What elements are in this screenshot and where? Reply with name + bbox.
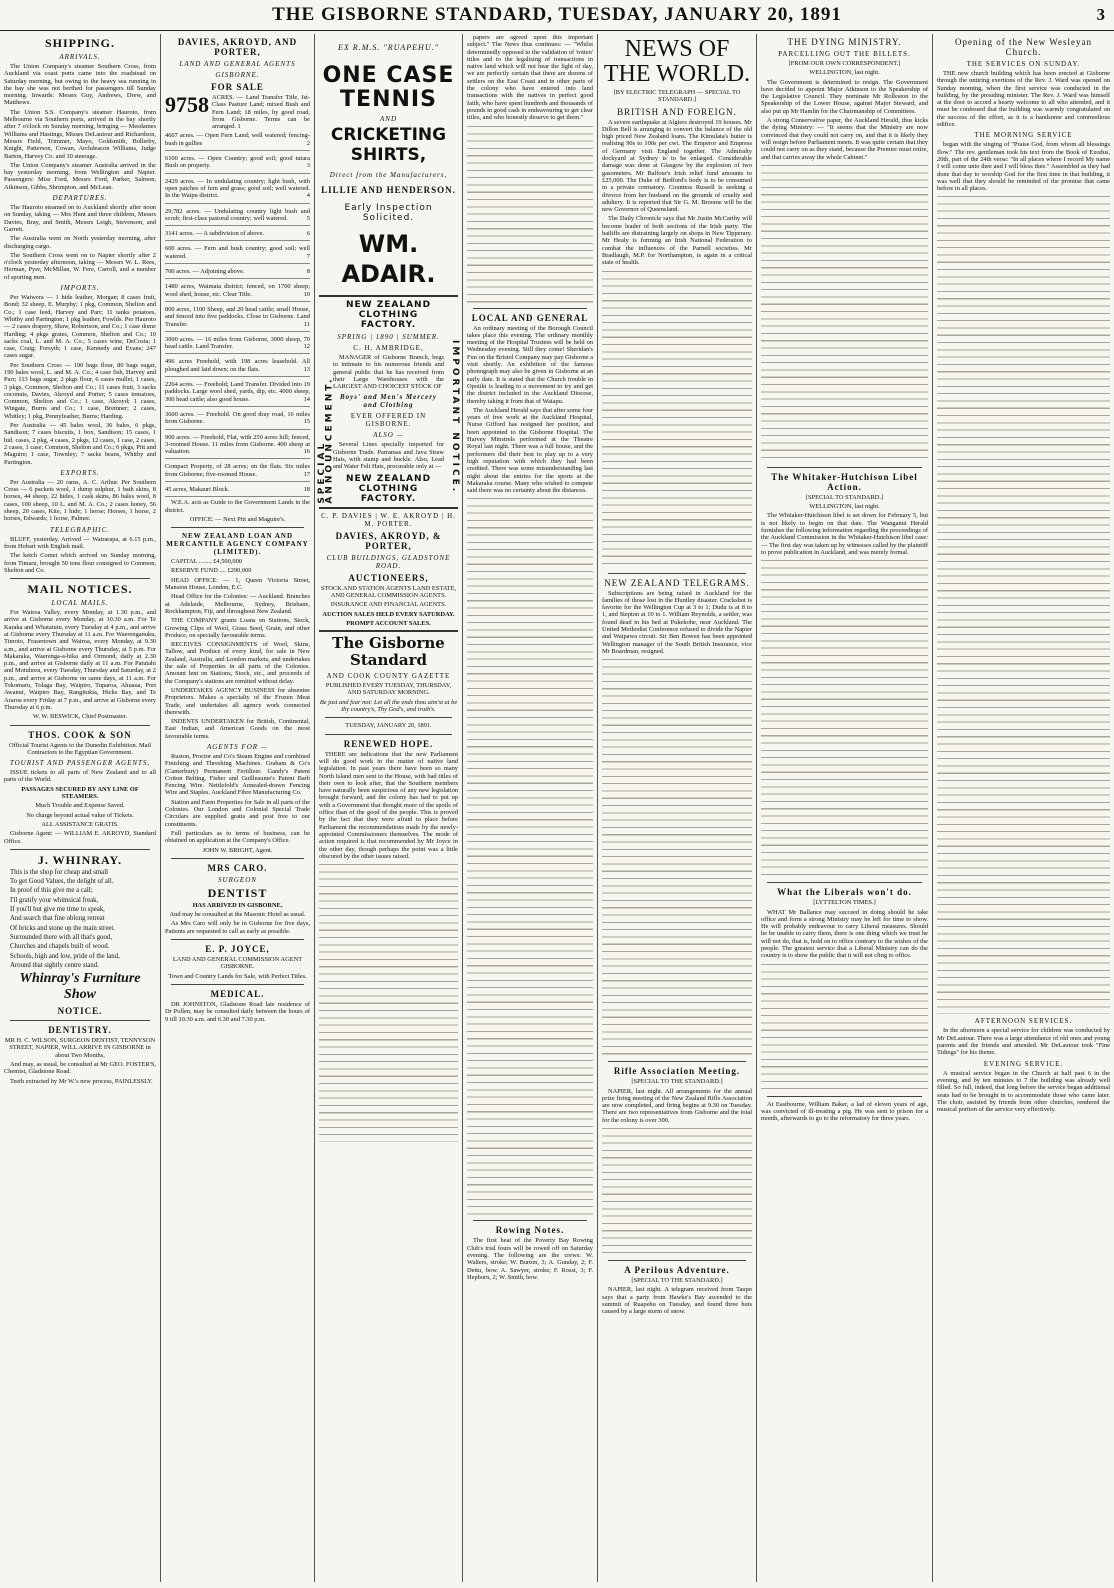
land-lot-text: 700 acres. — Adjoining above. bbox=[165, 268, 245, 276]
ever-line: EVER OFFERED IN GISBORNE. bbox=[350, 412, 427, 429]
land-lot-text: 600 acres. — Fern and bush country; good soil; well watered. bbox=[165, 245, 310, 260]
departures-text-3: The Southern Cross went on to Napier shortly after 2 o'clock yesterday afternoon, taking — Messrs W. L. Rees, Herman, Pyer, McMillan, W. Fere, Carroll, and a number of sporting men. bbox=[4, 251, 156, 281]
agents-for-heading: AGENTS FOR — bbox=[207, 743, 268, 751]
land-lot-text: Compact Property, of 28 acres; on the flats. Six miles from Gisborne; five-roomed House. bbox=[165, 463, 310, 478]
own-correspondent: [FROM OUR OWN CORRESPONDENT.] bbox=[788, 60, 901, 67]
land-lot-text: 45 acres, Makauri Block. bbox=[165, 485, 230, 493]
wesleyan-heading: Opening of the New Wesleyan Church. bbox=[954, 37, 1093, 57]
cook-heading: THOS. COOK & SON bbox=[28, 729, 132, 740]
land-lot-text: 800 acres, 1100 Sheep, and 20 head cattle; small House, and fenced into five paddocks. Close to Gisborne. Land Transfer. bbox=[165, 305, 310, 328]
land-lot-number: 15 bbox=[303, 418, 310, 426]
land-lot bbox=[165, 379, 310, 407]
for-sale-heading: FOR SALE bbox=[211, 82, 264, 92]
office-note: OFFICE: — Next Pitt and Maguire's. bbox=[189, 515, 286, 523]
afternoon-heading: AFTERNOON SERVICES. bbox=[974, 1017, 1073, 1026]
telegraphic-text-2: The ketch Comet which arrived on Sunday morning, from Timaru, brought 50 tons flour consigned to Common, Shelton and Co. bbox=[4, 552, 156, 574]
poem-line: Schools, high and low, pride of the land, bbox=[10, 952, 120, 960]
joyce-text: LAND AND GENERAL COMMISSION AGENT GISBORNE. bbox=[172, 956, 303, 971]
agents-text: Ruston, Proctor and Co's Steam Engine and combined Finishing and Threshing Machines. Graham & Co's (Canterbury) Permanent Fertilizer. Gandy's Patent Cotton Belting. Fisher and Guilleaume's Patent Barb Fencing Wire. Nettlefold's Annealed-drawn Fencing Wire and Staples. Auckland Fibre Manufacturing Co. bbox=[165, 753, 310, 797]
renewed-hope-text: THERE are indications that the new Parliament will do good work in the matter of native land legislation. In past years there have been so many North Island men sent to the House, with bad titles of their own to look after, that the Southern members have naturally been suspicious of any new legislation brought forward, and the colony has had to put up with a Government that thought more of the spoils of office than of the good of the people. This is proved by the fact that they were afraid to place before Parliament the recommendations made by the newly-appointed Commissioners themselves. The mode of action required is that recommended by Mr Joyce in the other day, though perhaps the point was a little obscured by the other issues raised. bbox=[319, 750, 458, 860]
local-general-heading: LOCAL AND GENERAL bbox=[471, 312, 589, 323]
column-local-news bbox=[462, 34, 597, 1582]
land-lot bbox=[165, 461, 310, 482]
land-lot bbox=[165, 281, 310, 302]
land-lot-number: 16 bbox=[303, 448, 310, 456]
divider bbox=[325, 734, 452, 735]
article-text-continued bbox=[761, 962, 928, 1092]
land-lot-text: 2264 acres. — Freehold; Land Transfer. Divided into 19 paddocks. Large wool shed, yards, dip, etc. 4000 sheep, 300 head cattle; also good house. bbox=[165, 381, 310, 403]
land-lot bbox=[165, 176, 310, 204]
land-lot bbox=[165, 304, 310, 332]
nzloan-text-2: THE COMPANY grants Loans on Stations, Stock, Growing Clips of Wool, Grass Seed, Grain, and other Produce, on specially favourable terms. bbox=[165, 617, 310, 639]
column-ministry bbox=[756, 34, 932, 1582]
land-lot-text: 3141 acres. — A subdivision of above. bbox=[165, 230, 265, 238]
arrivals-heading: ARRIVALS. bbox=[59, 53, 101, 61]
caro-text: HAS ARRIVED IN GISBORNE, bbox=[192, 901, 283, 909]
nz-telegrams-text: Subscriptions are being raised in Auckland for the families of those lost in the Huntley disaster. Crackshot is favorite for the Wellington Cup at 3 to 1; Dudu is at 8 to 1, and Stepton at 10 to 1. William Reynolds, a settler, was found dead in his bed at Pukekohe, near Auckland. The United Methodist Conference refused to divide the Napier and Waipawa circuit. Sir Ben Bowen has been appointed Wellington manager of the South British Insurance, vice Mr Boardman, resigned. bbox=[602, 589, 752, 655]
land-lot bbox=[165, 484, 310, 497]
land-lot bbox=[165, 432, 310, 460]
dying-ministry-heading: THE DYING MINISTRY. bbox=[787, 37, 902, 47]
cook-text: Official Tourist Agents to the Dunedin Exhibition. Mail Contractors to the Egyptian Government. bbox=[8, 741, 152, 756]
cook-text-2: ISSUE tickets to all parts of New Zealand and to all parts of the World. bbox=[4, 769, 156, 784]
electric-telegraph-line: [BY ELECTRIC TELEGRAPH — SPECIAL TO STANDARD.] bbox=[613, 89, 741, 104]
divider bbox=[319, 295, 458, 297]
poem-line: And search that fine oblong retreat bbox=[10, 915, 105, 923]
dm-dateline: WELLINGTON, last night. bbox=[809, 69, 880, 77]
motto: Be just and fear not: Let all the ends thou aim'st at be thy country's, Thy God's, and truth's. bbox=[319, 698, 458, 714]
departures-text-2: The Australia went on North yesterday morning, after discharging cargo. bbox=[4, 235, 156, 250]
article-text-continued bbox=[937, 194, 1110, 1014]
land-lot bbox=[165, 206, 310, 227]
lillie-henderson: LILLIE AND HENDERSON. bbox=[321, 185, 456, 195]
poem-line: Churches and chapels built of wood. bbox=[10, 943, 110, 951]
rifle-sub: [SPECIAL TO THE STANDARD.] bbox=[631, 1078, 723, 1086]
land-lot-text: 900 acres. — Freehold, Flat, with 250 acres hill; fenced, 3-roomed House. 11 miles from Gisborne. 400 sheep at valuation. bbox=[165, 433, 310, 456]
perilous-heading: A Perilous Adventure. bbox=[624, 1264, 730, 1275]
land-lot-number: 3 bbox=[306, 162, 310, 170]
poem-line: In proof of this give me a call; bbox=[10, 887, 93, 895]
local-text-2: The Auckland Herald says that after some four years of free work at the Auckland Hospital, Nurse Gifford has resigned her position, and been appointed to the Gisborne Hospital. The Harvey Minstrels performed at the Theatre Royal last night. There was a full house, and the performers did their best to play up to a very high reputation with which they had been credited. There was some misunderstanding last night about the entries for the sports at the Makaraka course. Many who wished to compete said there was no certainty about the distances. bbox=[467, 406, 593, 495]
divider bbox=[171, 984, 304, 985]
poem-line: I'll gratify your whimsical freak, bbox=[10, 896, 99, 904]
lot-lead-text: ACRES. — Land Transfer Title, Ist-Class Pasture Land; mixed Bush and Fern Land; 18 miles, by good road, from Gisborne. Terms can be arranged. 1 bbox=[212, 94, 310, 131]
article-text-continued bbox=[761, 163, 928, 463]
liberals-text: WHAT Mr Ballance may succeed in doing should he take office and form a strong Ministry may be left for time to show. He will probably endeavour to carry Liberal measures. Should he be unable to carry them, there is one thing which we trust he will not do, that is, hold on to office contrary to the wishes of the people. The greatest service that a Liberal Ministry can do the country is to show the public that it will not cling to office. bbox=[761, 908, 928, 960]
dying-ministry-sub: PARCELLING OUT THE BILLETS. bbox=[778, 50, 911, 58]
arrivals-text: The Union Company's steamer Southern Cross, from Auckland via coast ports came into the roadstead on Saturday morning, but owing to the heavy sea running in the bay she was not berthed for passengers till Sunday morning. Inwards: Messrs Guy, Andrews, Drew, and Matthews. bbox=[4, 63, 156, 107]
divider bbox=[473, 1220, 587, 1221]
partners-line: C. P. DAVIES | W. E. AKROYD | H. M. PORTER. bbox=[321, 511, 456, 528]
mail-notices-heading: MAIL NOTICES. bbox=[27, 582, 133, 597]
wea-note: W.E.A. acts as Guide to the Government Lands in the district. bbox=[165, 499, 310, 514]
special-announcement: SPECIAL ANNOUNCEMENT. bbox=[317, 376, 335, 504]
imports-text: Per Waiwera — 1 hide leather, Morgan; 8 cases fruit, Bond; 32 sheep, E. Murphy; 1 pkg, Common, Shelton and Co.; 1 case feed, Harvey and Parr; 11 tanks potatoes, Whitby and Partington; 1 pkg leather, Fowlds. Per Hauroto — 2 cases drapery, Shaw, Robertson, and Co.; 1 case dome Harding; 4 pkgs grates, Common, Shelton and Co.; 10 sacks coal, L. and M. A. Co.; 5 cases wine, DeCosta; 1 case, Craig; Forsyth; 1 case, Kennedy and Evans; 247 cases sugar. bbox=[4, 294, 156, 360]
divider bbox=[171, 939, 304, 940]
exports-text: Per Australia — 20 rams, A. C. Arthur. Per Southern Cross — 6 packets wool, 1 dump sulphur, 1 bath skins, 8 horses, 44 sheep, 22 hides, 1 cask skins, 86 bales wool, 8 cases, 100 sheep, 10 L. and M. A. Co.; 2 cases honey, 56 sheep, 20 cases, Kite, 1 hide; 1 horse; Horses, 1 horse, 2 horses, Edwards; 1 horse, Palmer. bbox=[4, 478, 156, 523]
departures-heading: DEPARTURES. bbox=[52, 194, 108, 203]
poem-line: To get Good Values, the delight of all. bbox=[10, 878, 114, 886]
masthead-title: THE GISBORNE STANDARD, TUESDAY, JANUARY 20, 1891 bbox=[272, 4, 842, 25]
poem-line: Of bricks and stone up the main street. bbox=[10, 924, 115, 932]
ruapehu-line: EX R.M.S. "RUAPEHU." bbox=[338, 43, 439, 52]
caro-text-3: As Mrs Caro will only be in Gisborne for five days, Patients are requested to call as early as possible. bbox=[165, 920, 310, 935]
evening-text: A musical service began in the Church at half past 6 in the evening, and by ten minutes to 7 the building was already well filled. So full, indeed, that long before the service began additional seats had to be brought in to accommodate those who came later. The choir, assisted by friends from other churches, rendered the musical portion of the service very effectively. bbox=[937, 1069, 1110, 1114]
notice-heading: NOTICE. bbox=[57, 1006, 103, 1017]
article-text-continued bbox=[319, 862, 458, 1142]
imports-heading: IMPORTS. bbox=[60, 284, 100, 293]
divider bbox=[608, 573, 746, 574]
shipping-heading: SHIPPING. bbox=[44, 36, 115, 50]
ambridge-name: C. H. AMBRIDGE, bbox=[353, 344, 424, 352]
article-text-continued bbox=[602, 1126, 752, 1256]
land-lot-number: 13 bbox=[303, 365, 310, 373]
clothing-factory-ad bbox=[319, 300, 458, 504]
land-lot-number: 8 bbox=[306, 268, 310, 276]
perilous-sub: [SPECIAL TO THE STANDARD.] bbox=[631, 1276, 723, 1284]
dentist-text-3: Teeth extracted by Mr W.'s new process, PAINLESSLY. bbox=[10, 1077, 153, 1085]
news-editorial-text: papers are agreed upon this important subject." The News thus continues: — "Whilst determinedly opposed to the validation of 'rotten' titles and to the legalising of transactions in native land which will not bear the light of day, we are perfectly certain that there are dozens of settlers on the East Coast and in other parts of the colony who have entered into land transactions with the natives in perfect good faith, who have spent hundreds and thousands of pounds in good cash in endeavouring to get clear titles, and who honestly deserve to get them." bbox=[467, 34, 593, 122]
eastbourne-text: At Eastbourne, William Baker, a lad of eleven years of age, was convicted of ill-treating a pig. He was sent to prison for a month, afterwards to go to the reformatory for three years. bbox=[761, 1100, 928, 1123]
news-of-the-world: NEWS OF THE WORLD. bbox=[603, 36, 751, 87]
whinray-shop: Whinray's Furniture Show bbox=[19, 971, 141, 1003]
land-lot-number: 11 bbox=[303, 320, 310, 328]
land-lot-text: 3000 acres. — 16 miles from Gisborne, 3000 sheep, 70 head cattle. Land Transfer. bbox=[165, 335, 310, 351]
land-lots-list bbox=[165, 130, 310, 497]
arrivals-text-2: The Union S.S. Company's steamer Hauroto, from Melbourne via Southern ports, arrived in the bay shortly after 7 o'clock on Sunday morning, bringing — Mesdames Williams and Hastings, Misses DeLautour and Richardson, Messrs Field, Trimmer, Mayo, Goldsmith, Bollerby, Knight, Patterson, Cowan, Archdeacon Williams, Judge Barton, Harvey Co. and 10 steerage. bbox=[4, 108, 156, 160]
wesleyan-text: THE new church building which has been erected at Gisborne through the untiring exertions of the Rev. J. Ward was opened on Sunday morning, when the first service was conducted in the building, by the presiding minister. The Rev. J. Ward was himself at the door to accord a hearty welcome to all who attended, and it must be confessed that the building was warmly congratulated on the success of the effort, as it is a handsome and commodious edifice. bbox=[937, 70, 1110, 129]
divider bbox=[10, 725, 150, 726]
lot-big-number: 9758 bbox=[165, 92, 209, 117]
cricketing-shirts: CRICKETING SHIRTS, bbox=[330, 125, 447, 165]
land-lot-number: 10 bbox=[303, 290, 310, 298]
rifle-text: NAPIER, last night. All arrangements for the annual prize firing meeting of the New Zealand Rifle Association are now completed, and firing begins at 9.30 on Tuesday. There are two representatives from Gisborne and the total for the colony is over 300. bbox=[602, 1087, 752, 1124]
firm-town: GISBORNE. bbox=[215, 71, 260, 79]
british-foreign-heading: BRITISH AND FOREIGN. bbox=[617, 106, 737, 117]
agent-signature: JOHN W. BRIGHT, Agent. bbox=[202, 846, 273, 854]
caro-subheading: SURGEON bbox=[218, 875, 257, 884]
dap-subtitle: CLUB BUILDINGS, GLADSTONE ROAD. bbox=[326, 553, 451, 570]
also-text: Several Lines specially imported for Gisborne Trade. Parramas and Java Straw Hats, with stamp and buckle. Also, Lead and Water Felt Hats, procurable only at — bbox=[333, 441, 444, 471]
capital-line: CAPITAL ........ £4,500,000 bbox=[171, 558, 242, 566]
early-inspection: Early Inspection Solicited. bbox=[344, 203, 433, 223]
local-mails-heading: LOCAL MAILS. bbox=[51, 599, 109, 608]
morning-heading: THE MORNING SERVICE bbox=[974, 131, 1073, 140]
land-lot-number: 5 bbox=[306, 214, 310, 222]
caro-text-2: And may be consulted at the Masonic Hotel as usual. bbox=[169, 911, 306, 919]
article-text-continued bbox=[467, 496, 593, 1216]
firm-subtitle: LAND AND GENERAL AGENTS bbox=[179, 60, 296, 68]
nzloan-text-3: RECEIVES CONSIGNMENTS of Wool, Skins, Tallow, and Produce of every kind, for sale in New Zealand, Australia, and London markets, and undertakes the sale of Properties in all parts of the Colonies. Amount lent on Stations, Stock, etc., and proceeds of the Company's stations are remitted without delay. bbox=[165, 641, 310, 685]
column-shipping bbox=[0, 34, 160, 1582]
cook-agent: Gisborne Agent: — WILLIAM E. AKROYD, Standard Office. bbox=[4, 830, 156, 845]
direct-line: Direct from the Manufacturers, bbox=[329, 171, 448, 179]
departures-text: The Hauroto steamed on to Auckland shortly after noon on Sunday, taking — Mrs Hunt and three children, Messrs Davies, Bray, and Smith, Messrs Leigh, Stevenson, and Garrett. bbox=[4, 204, 156, 233]
land-lot-text: 4607 acres. — Open Fern Land; well watered; fencing-bush in gullies bbox=[165, 132, 310, 147]
land-lot-number: 14 bbox=[303, 395, 310, 403]
poem-line: If you'll but give me time to speak, bbox=[10, 906, 105, 914]
land-lot-number: 7 bbox=[306, 252, 310, 260]
land-lot bbox=[165, 334, 310, 355]
cook-text-5: No charge beyond actual value of Tickets. bbox=[26, 811, 134, 819]
divider bbox=[767, 1096, 922, 1097]
cook-text-4: Much Trouble and Expense Saved. bbox=[35, 802, 125, 810]
poem-line: Surrounded there with all that's good, bbox=[10, 933, 113, 941]
joyce-text-2: Town and Country Lands for Sale, with Perfect Titles. bbox=[168, 972, 307, 980]
divider bbox=[608, 1061, 746, 1062]
cook-subheading: TOURIST AND PASSENGER AGENTS, bbox=[9, 759, 151, 768]
arrivals-text-3: The Union Company's steamer Australia arrived in the bay yesterday morning, from Wellington and Napier. Passengers: Miss Ford, Messrs Ford, Parker, Salmon, Atkinson, Gibbs, Shrimpton, and McLean. bbox=[4, 161, 156, 191]
dateline: TUESDAY, JANUARY 20, 1891. bbox=[345, 722, 432, 730]
land-lot bbox=[165, 243, 310, 264]
caro-dentist: DENTIST bbox=[207, 885, 268, 900]
cook-text-3: PASSAGES SECURED BY ANY LINE OF STEAMERS. bbox=[21, 785, 139, 801]
dentist-text-2: And may, as usual, be consulted at Mr GEO. FOSTER'S, Chemist, Gladstone Road. bbox=[4, 1060, 156, 1076]
wm-adair: WM. ADAIR. bbox=[341, 230, 436, 288]
land-lot-number: 4 bbox=[306, 192, 310, 200]
tennis: TENNIS bbox=[340, 87, 437, 112]
poem-line: This is the shop for cheap and small bbox=[10, 868, 108, 876]
land-lot bbox=[165, 409, 310, 430]
whinray-heading: J. WHINRAY. bbox=[37, 852, 123, 867]
dentist-text: MR H. C. WILSON, SURGEON DENTIST, TENNYSON STREET, NAPIER, WILL ARRIVE IN GISBORNE in about Two Months, bbox=[4, 1037, 156, 1059]
agents-text-2: Station and Farm Properties for Sale in all parts of the Colonies. Our London and Colonial Special Trade Circulars are supplied gratis and post free to our constituents. bbox=[165, 798, 310, 828]
land-lot-text: 29,782 acres. — Undulating country light bush and scrub; first-class pastoral country; well watered. bbox=[165, 207, 310, 222]
divider bbox=[608, 1260, 746, 1261]
column-land-agents bbox=[160, 34, 314, 1582]
land-lot bbox=[165, 266, 310, 279]
paper-subtitle: AND COOK COUNTY GAZETTE bbox=[326, 672, 451, 681]
rifle-heading: Rifle Association Meeting. bbox=[613, 1066, 741, 1077]
land-lot-text: 496 acres Freehold, with 198 acres leasehold. All ploughed and laid down; on the flats. bbox=[165, 358, 310, 373]
dap-title: DAVIES, AKROYD, & PORTER, bbox=[335, 530, 442, 551]
divider bbox=[319, 630, 458, 632]
divider bbox=[171, 858, 304, 859]
nz-telegrams-heading: NEW ZEALAND TELEGRAMS. bbox=[604, 577, 750, 588]
liberals-heading: What the Liberals won't do. bbox=[777, 887, 912, 898]
article-text-continued bbox=[761, 558, 928, 878]
telegraphic-heading: TELEGRAPHIC. bbox=[49, 525, 111, 534]
column-church bbox=[932, 34, 1114, 1582]
article-text-continued bbox=[467, 124, 593, 304]
article-text-continued bbox=[602, 269, 752, 569]
firm-name: DAVIES, AKROYD, AND PORTER, bbox=[177, 37, 298, 57]
liberals-sub: [LYTTELTON TIMES.] bbox=[813, 899, 876, 907]
imports-text-3: Per Australia — 45 bales wool, 36 bales, 6 pkgs, Sandison; 7 cases biscuits, 1 box, Sandison; 15 cases, 1 hid. cases, 2 pkg, 4 cases, 2 pkgs, 12 cases, 1 case, 2 cases, 2 cases, 1 case; Common, Shelton and Co.; 6 pkgs, Pitt and Maguire; 1 case, Townley; 7 sacks beans, Whitby and Partington. bbox=[4, 422, 156, 466]
medical-heading: MEDICAL. bbox=[210, 988, 265, 999]
land-lot bbox=[165, 153, 310, 174]
morning-text: began with the singing of "Praise God, from whom all blessings flow." The rev. gentleman took his text from the Book of Exodus, 20th, part of the 24th verse: "In all places where I record My name I will come unto thee and I will bless thee." Assembled as they had done that day to worship God for the first time in that building, it was well that they should be reminded of the promise that came before in all places. bbox=[937, 141, 1110, 193]
land-lot-text: 2429 acres. — In undulating country; light bush, with open patches of fern and grass; good soil; well watered. In the Waipu district. bbox=[165, 177, 310, 200]
telegraphic-text: BLUFF, yesterday. Arrived — Wairarapa, at 6.15 p.m., from Hobart with English mail. bbox=[4, 535, 156, 550]
land-lot-number: 12 bbox=[303, 343, 310, 351]
perilous-text: NAPIER, last night. A telegram received from Taupo says that a party from Hawke's Bay ascended to the summit of Ruapehu on Tuesday, and found three huts caused by a large storm of snow. bbox=[602, 1286, 752, 1316]
nz-clothing-title: NEW ZEALAND CLOTHING FACTORY. bbox=[345, 300, 432, 330]
and-word: AND bbox=[380, 115, 397, 123]
whitaker-dateline: WELLINGTON, last night. bbox=[809, 503, 880, 511]
divider bbox=[10, 1020, 150, 1021]
nzloan-text: Head Office for the Colonies: — Auckland. Branches at Adelaide, Melbourne, Sydney, Brisbane, Rockhampton, Fiji, and throughout New Zealand. bbox=[165, 593, 310, 615]
dm-text: The Government is determined to resign. The Government have decided to appoint Major Atkinson to the Speakership of the Legislative Council. They nominate Mr Rolleston to the Speakership of the Lower House, against Major Steward, and also put up Mr Hamlin for the Chairmanship of Committees. bbox=[761, 78, 928, 115]
land-lot bbox=[165, 130, 310, 151]
divider bbox=[10, 578, 150, 579]
divider bbox=[10, 849, 150, 850]
auction-line: AUCTION SALES HELD EVERY SATURDAY. bbox=[322, 610, 455, 618]
ambridge-text: MANAGER of Gisborne Branch, begs to intimate to his numerous friends and general public that he has received from their Large Warehouses with the LARGEST AND CHOICEST STOCK OF bbox=[333, 354, 444, 391]
whitaker-heading: The Whitaker-Hutchison Libel Action. bbox=[771, 471, 918, 492]
land-lot bbox=[165, 228, 310, 241]
rowing-heading: Rowing Notes. bbox=[495, 1225, 565, 1236]
auctioneers-heading: AUCTIONEERS, bbox=[348, 572, 429, 583]
season-line: SPRING | 1890 | SUMMER. bbox=[337, 333, 440, 341]
published-line: PUBLISHED EVERY TUESDAY, THURSDAY, AND SATURDAY MORNING. bbox=[325, 682, 452, 697]
also-line: ALSO — bbox=[373, 431, 404, 440]
column-world-news bbox=[597, 34, 756, 1582]
land-lot-number: 2 bbox=[306, 139, 310, 147]
land-lot-number: 18 bbox=[303, 485, 310, 493]
postmaster-signature: W. W. BESWICK, Chief Postmaster. bbox=[32, 713, 128, 721]
insurance-line: INSURANCE AND FINANCIAL AGENTS. bbox=[330, 601, 447, 609]
nz-clothing-footer: NEW ZEALAND CLOTHING FACTORY. bbox=[345, 473, 432, 504]
cook-text-6: ALL ASSISTANCE GRATIS. bbox=[41, 820, 119, 828]
land-lot-text: 3600 acres. — Freehold. On good dray road, 16 miles from Gisborne. bbox=[165, 410, 310, 426]
evening-heading: EVENING SERVICE. bbox=[983, 1059, 1064, 1068]
page-number: 3 bbox=[1096, 5, 1106, 24]
divider bbox=[171, 527, 304, 528]
land-lot-text: 1480 acres, Waimata district; fenced, on 1700 sheep; wool shed, house, etc. Clear Title. bbox=[165, 283, 310, 298]
head-office: HEAD OFFICE: — 1, Queen Victoria Street, Mansion House, London, E.C. bbox=[165, 576, 310, 592]
prompt-line: PROMPT ACCOUNT SALES. bbox=[346, 619, 431, 627]
joyce-heading: E. P. JOYCE, bbox=[205, 944, 270, 955]
nzloan-heading: NEW ZEALAND LOAN AND MERCANTILE AGENCY COMPANY (LIMITED). bbox=[166, 532, 309, 557]
poem-line: Around that sightly centre stand. bbox=[10, 961, 99, 969]
dap-text: STOCK AND STATION AGENTS LAND ESTATE, AND GENERAL COMMISSION AGENTS. bbox=[320, 584, 457, 599]
local-text: An ordinary meeting of the Borough Council takes place this evening. The ordinary monthly meeting of the Hospital Trustees will be held on Wednesday evening. Still they come! Sheridan's Fun on the Bristol Company may pay Gisborne a visit shortly. An exhibition of the famous phonograph may also be given in Gisborne at an early date. It is stated that the Church trouble in Opotiki is leading to a movement to try and get the district included in the Auckland Diocese, thereby taking it from that of Waiapu. bbox=[467, 324, 593, 405]
one-case: ONE CASE bbox=[322, 63, 455, 88]
land-lot-number: 6 bbox=[306, 230, 310, 238]
reserve-line: RESERVE FUND .... £290,000 bbox=[171, 567, 252, 575]
divider bbox=[767, 467, 922, 468]
land-lot-number: 17 bbox=[303, 470, 310, 478]
divider bbox=[319, 507, 458, 509]
rowing-text: The first heat of the Poverty Bay Rowing Club's trial fours will be rowed off on Saturday evening. The following are the crews: W. Walters, stroke; W. Burton, 3; A. Gunday, 2; F. Dettu, bow. A. Sawyer, stroke; F. Rosst, 3; F. Hepburn, 2; W. Smith, bow. bbox=[467, 1237, 593, 1281]
caro-heading: MRS CARO. bbox=[207, 862, 268, 873]
mail-text: For Wairoa Valley, every Monday, at 1.30 p.m., and arrive at Gisborne every Monday, at 10.30 a.m. For Te Karaka and Whatatutu, every Tuesday at 4 p.m., and arrive at Gisborne every Thursday at 11 a.m. For Waerenganuku, Tinroto, Frasertown and Wairoa, every Monday, at 9.30 a.m., and arrive at Gisborne every Thursday, at 5 p.m. For Makaraka, Waerenga-a-hika and Ormond, daily at 2.30 p.m., and arrive at Gisborne daily at 11 a.m. For Patutahi and Motuhora, every Tuesday, Thursday and Saturday, at 2 p.m., and arrive at Gisborne on same days, at 11 a.m. For Tokomaru, Tolaga Bay, Waipiro, Tuparoa, Ahuaua, Port Awanui, Waipiro Bay, Rangitukia, Hicks Bay, and Te Araroa every Friday at 7 p.m., and arrive at Gisborne every Thursday at 6 p.m. bbox=[4, 609, 156, 711]
afternoon-text: In the afternoon a special service for children was conducted by Mr DeLautour. There was a large attendance of old ones and young parents and the friends and attended. Mr DeLautour took "Fine Tidings" for his theme. bbox=[937, 1027, 1110, 1057]
divider bbox=[473, 308, 587, 309]
divider bbox=[325, 717, 452, 718]
whitaker-sub: [SPECIAL TO STANDARD.] bbox=[805, 493, 884, 501]
exports-heading: EXPORTS. bbox=[60, 468, 100, 477]
medical-text: DR JOHNSTON, Gladstone Road late residence of Dr Pollen, may be consulted daily between the hours of 9 till 10.30 a.m. and 6.30 and 7.30 p.m. bbox=[165, 1000, 310, 1023]
nzloan-text-5: INDENTS UNDERTAKEN for British, Continental, East Indian, and American Goods on the most favourable terms. bbox=[165, 718, 310, 740]
divider bbox=[767, 882, 922, 883]
boys-line: Boys' and Men's Mercery and Clothing bbox=[339, 393, 438, 410]
masthead bbox=[0, 0, 1114, 31]
important-notice: IMPORTANT NOTICE. bbox=[450, 340, 460, 495]
services-heading: THE SERVICES ON SUNDAY. bbox=[966, 60, 1081, 68]
nzloan-text-4: UNDERTAKES AGENCY BUSINESS for absentee Proprietors. Makes a specialty of the Frozen Meat Trade, and undertakes all agency work connected therewith. bbox=[165, 686, 310, 716]
article-text-continued bbox=[602, 657, 752, 1057]
whinray-poem bbox=[4, 869, 156, 969]
dentistry-heading: DENTISTRY. bbox=[48, 1025, 112, 1036]
imports-text-2: Per Southern Cross — 190 bags flour, 80 bags sugar, 190 bales wool, L. and M. A. Co.; 4 case fish, Harvey and Parr; 113 bags sugar, 2 pkgs flour, 6 cases mullet, 1 cases, 3 pkgs, Common, Shelton and Co.; 11 cases fruit, 3 sacks coconuts, Davies, Akroyd and Porter; 5 cases tomatoes, Common, Shelton and Co.; 1 case, Akroyd; 1 cases, Wingate, Burns and Co.; 1 case, Bremner; 2 cases, Whitley; 1 pkg, Pennyfeather, Burns; Harding. bbox=[4, 361, 156, 420]
whitaker-text: The Whitaker-Hutchison libel is set down for February 5, but is not likely to begin on that date. The Wanganui Herald furnishes the following information regarding the proceedings of the Auckland Commission in the Whitaker-Hutchison libel case: — The first day was taken up by witnesses called by the plaintiff to prove publication in Auckland, and was merely formal. bbox=[761, 512, 928, 556]
column-adverts bbox=[314, 34, 462, 1582]
british-foreign-text: A severe earthquake at Algiers destroyed 19 houses. Mr Dillon Bell is arranging to convert the balance of the old high priced New Zealand loans. The Kimulata's butter is realising 90s to 100s per cwt. The Emperor and Empress of Germany visit England together. The Admiralty dockyard at Sydney is to be enlarged. Considerable damage was done at Glasgow by the explosion of two gasometers. Mr Balfour's Irish relief fund amounts to £25,000. The Duke of Bedford's body is to be consumed in a private crematory. Countess Russell is seeking a divorce from her husband on the grounds of cruelty and adultery. It is reported that Sir G. M. Broome will be the new Governor of Queensland. bbox=[602, 118, 752, 214]
british-foreign-text-2: The Daily Chronicle says that Mr Justin McCarthy will become leader of both sections of the Irish party. The bailiffs are distraining largely on shops in New Tipperary. Mr Healy is forming an Irish National Federation to combat the influences of the Parnell societies. Mr Bradlaugh, M.P. for Northampton, is again in a critical state of health. bbox=[602, 215, 752, 267]
land-lot-text: 6100 acres. — Open Country; good soil; good tutara Bush on property. bbox=[165, 155, 310, 170]
renewed-hope-heading: RENEWED HOPE. bbox=[343, 738, 434, 749]
agents-text-3: Full particulars as to terms of business, can be obtained on application at the Company's Office. bbox=[165, 829, 310, 845]
dm-text-2: A strong Conservative paper, the Auckland Herald, thus kicks the dying Ministry: — "It seems that the Ministry are now convinced that they could not carry on, and that it is likely they will resign before Parliament meets. It was quite certain that they could not carry on as they stand, because the Premier must retire, and that carries away the whole Cabinet." bbox=[761, 117, 928, 161]
lot-lead bbox=[165, 94, 310, 130]
land-lot bbox=[165, 356, 310, 377]
paper-title: The Gisborne Standard bbox=[332, 634, 445, 670]
